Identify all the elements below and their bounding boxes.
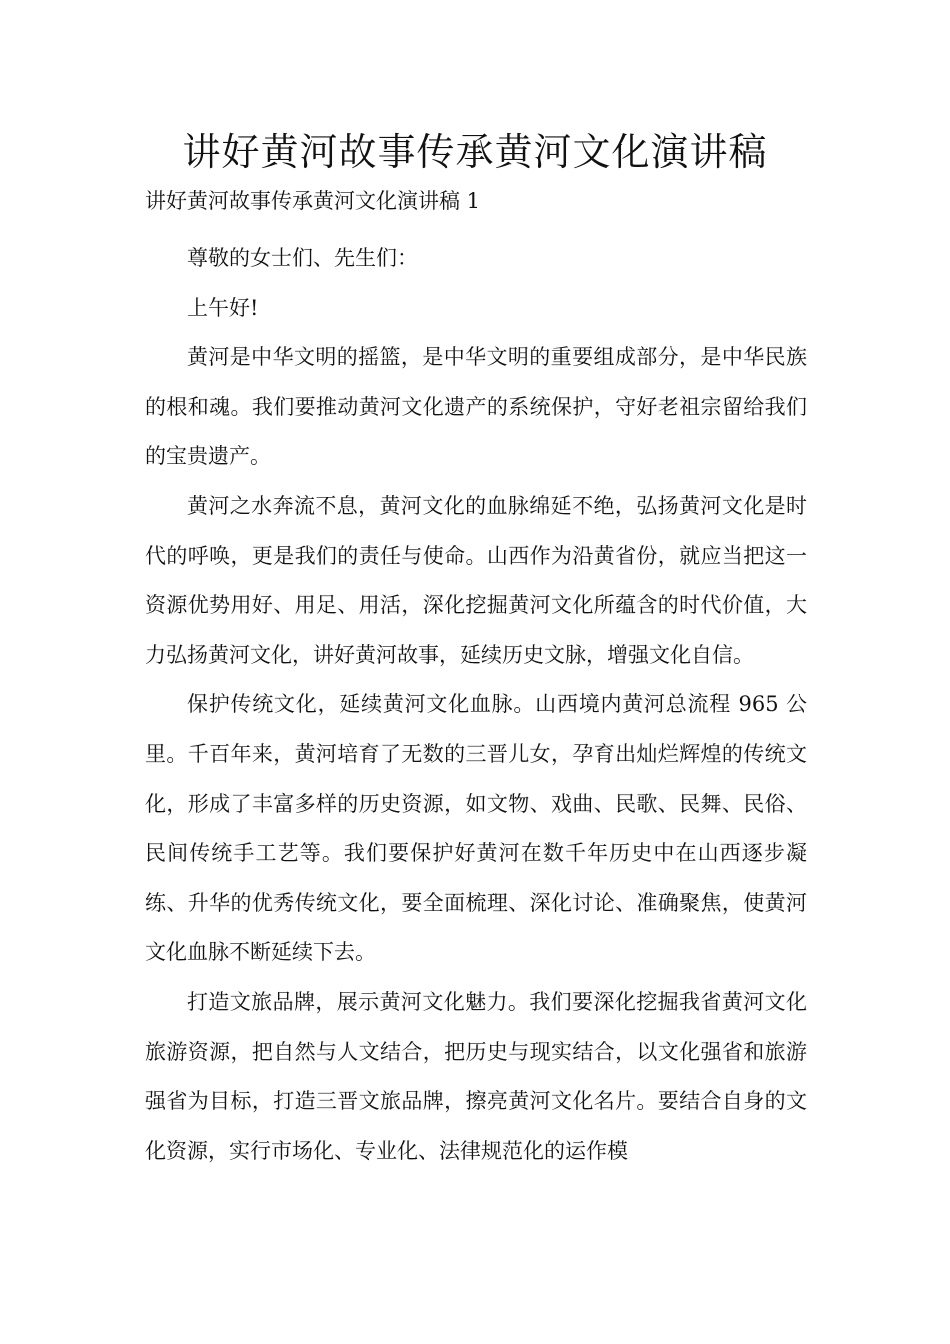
greeting-paragraph: 上午好! bbox=[187, 295, 259, 320]
document-subtitle: 讲好黄河故事传承黄河文化演讲稿 1 bbox=[145, 189, 481, 213]
document-title: 讲好黄河故事传承黄河文化演讲稿 bbox=[182, 130, 768, 174]
document-body bbox=[145, 234, 807, 1176]
body-paragraph: 保护传统文化，延续黄河文化血脉。山西境内黄河总流程 965 公里。千百年来，黄河培育了无数的三晋儿女，孕育出灿烂辉煌的传统文化，形成了丰富多样的历史资源，如文物、戏曲、民歌、民舞、民俗、民间传统手工艺等。我们要保护好黄河在数千年历史中在山西逐步凝练、升华的优秀传统文化，要全面梳理、深化讨论、准确聚焦，使黄河文化血脉不断延续下去。 bbox=[145, 692, 807, 965]
salutation-paragraph: 尊敬的女士们、先生们： bbox=[187, 246, 418, 270]
body-paragraph: 黄河是中华文明的摇篮，是中华文明的重要组成部分，是中华民族的根和魂。我们要推动黄河文化遗产的系统保护，守好老祖宗留给我们的宝贵遗产。 bbox=[145, 345, 807, 469]
body-paragraph: 黄河之水奔流不息，黄河文化的血脉绵延不绝，弘扬黄河文化是时代的呼唤，更是我们的责任与使命。山西作为沿黄省份，就应当把这一资源优势用好、用足、用活，深化挖掘黄河文化所蕴含的时代价值，大力弘扬黄河文化，讲好黄河故事，延续历史文脉，增强文化自信。 bbox=[145, 493, 807, 667]
body-paragraph: 打造文旅品牌，展示黄河文化魅力。我们要深化挖掘我省黄河文化旅游资源，把自然与人文结合，把历史与现实结合，以文化强省和旅游强省为目标，打造三晋文旅品牌，擦亮黄河文化名片。要结合自身的文化资源，实行市场化、专业化、法律规范化的运作模 bbox=[145, 989, 807, 1163]
